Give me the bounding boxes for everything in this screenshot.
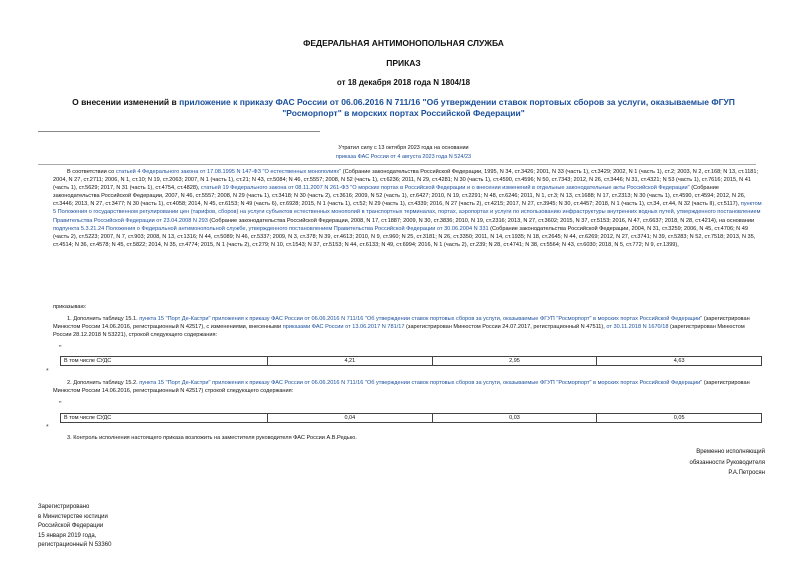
signature-block xyxy=(690,447,766,479)
quote-open-2: " xyxy=(59,401,62,408)
signature-name: Р.А.Петросян xyxy=(728,470,765,476)
document-title xyxy=(70,97,737,118)
title-prefix: О внесении изменений в xyxy=(72,97,180,107)
registration-line: регистрационный N 53360 xyxy=(38,542,112,548)
item2-table-link[interactable]: пункта 15 "Порт Де-Кастри" приложения к приказу ФАС России от 06.06.2016 N 711/16 "Об утверждении ставок портовых сборов за услуги, оказываемые ФГУП "Росморпорт" в морских портах Российской Федерации" xyxy=(139,380,703,386)
resolution-293-link[interactable]: пунктом 5 Положения о государственном регулировании цен (тарифов, сборов) на услуги субъектов естественных монополий в транспортных терминалах, портах, аэропортах и услуги по использованию инфраструктуры внутренних водных путей, утвержденного постановлением Правительства Российской Федерации от 23.04.2008 N 293 xyxy=(53,201,762,224)
regulation-331-link[interactable]: подпункта 5.3.21.24 Положения о Федеральной антимонопольной службе, утвержденного постановлением Правительства Российской Федерации от 30.06.2004 N 331 xyxy=(53,225,489,232)
document-date-number: от 18 декабря 2018 года N 1804/18 xyxy=(336,78,471,87)
registration-line: в Министерстве юстиции xyxy=(38,513,108,520)
separator-line xyxy=(38,131,320,132)
agency-name: ФЕДЕРАЛЬНАЯ АНТИМОНОПОЛЬНАЯ СЛУЖБА xyxy=(303,38,504,48)
value-cell: 2,95 xyxy=(432,357,597,366)
document-type: ПРИКАЗ xyxy=(386,58,421,68)
repeal-order-link[interactable]: приказа ФАС России от 4 августа 2023 года N 524/23 xyxy=(335,154,472,160)
row-label: В том числе СУДС xyxy=(61,414,268,423)
row-label: В том числе СУДС xyxy=(61,357,268,366)
status-link-line xyxy=(0,154,807,160)
value-cell: 0,04 xyxy=(268,414,433,423)
status-divider xyxy=(38,164,756,165)
table-row xyxy=(61,414,762,423)
order-1670-link[interactable]: от 30.11.2018 N 1670/18 xyxy=(606,324,669,331)
preamble-paragraph: В соответствии со статьей 4 Федерального закона от 17.08.1995 N 147-ФЗ "О естественных монополиях" (Собрание законодательства Российской Федерации, 1995, N 34, ст.3426; 2001, N 33 (часть 1), ст.3429; 2002, N 1 (часть 1), ст.2; 2003, N 2, ст.168; N 13, ст.1181; 2004, N 27, ст.2711; 2006, N 1, ст.10; N 19, ст.2063; 2007, N 1 (часть 1), ст.21; N 43, ст.5084; N 46, ст.5557; 2008, N 52 (часть 1), ст.6236; 2011, N 29, ст.4281; N 30 (часть 1), ст.4590, ст.4596; N 50, ст.7343; 2012, N 26, ст.3446; N 31, ст.4321; N 53 (часть 1), ст.7616; 2015, N 41 (часть 1), ст.5629; 2017, N 31 (часть 1), ст.4754, ст.4828), статьей 19 Федерального закона от 08.11.2007 N 261-ФЗ "О морских портах в Российской Федерации и о внесении изменений в отдельные законодательные акты Российской Федерации" (Собрание законодательства Российской Федерации, 2007, N 46, ст.5557; 2008, N 29 (часть 1), ст.3418; N 30 (часть 2), ст.3616; 2009, N 52 (часть 1), ст.6427; 2010, N 19, ст.2291; N 48, ст.6246; 2011, N 1, ст.3; N 13, ст.1688; N 17, ст.2313; N 30 (часть 1), ст.4590, ст.4594; 2012, N 26, ст.3446; 2013, N 27, ст.3477; N 30 (часть 1), ст.4058; 2014, N 45, ст.6153; N 49 (часть 6), ст.6928; 2015, N 1 (часть 1), ст.52; N 29 (часть 1), ст.4339; 2016, N 27 (часть 2), ст.4215; 2017, N 27, ст.3945; N 30, ст.4457; 2018, N 1 (часть 1), ст.34, ст.44, N 32 (часть II), ст.5117), пунктом 5 Положения о государственном регулировании цен (тарифов, сборов) на услуги субъектов естественных монополий в транспортных терминалах, портах, аэропортах и услуги по использованию инфраструктуры внутренних водных путей, утвержденного постановлением Правительства Российской Федерации от 23.04.2008 N 293 (Собрание законодательства Российской Федерации, 2008, N 17, ст.1887; 2009, N 30, ст.3836; 2010, N 19, ст.2316; 2013, N 27, ст.3602; 2015, N 37, ст.5153; 2016, N 47, ст.6637; 2018, N 28, ст.4214), на основании подпункта 5.3.21.24 Положения о Федеральной антимонопольной службе, утвержденного постановлением Правительства Российской Федерации от 30.06.2004 N 331 (Собрание законодательства Российской Федерации, 2004, N 31, ст.3259; 2006, N 45, ст.4706; N 49 (часть 2), ст.5223; 2007, N 7, ст.903; 2008, N 13, ст.1316; N 44, ст.5089; N 46, ст.5337; 2009, N 3, ст.378; N 39, ст.4613; 2010, N 9, ст.960; N 25, ст.3181; N 26, ст.3350; 2011, N 14, ст.1935; N 18, ст.2645; N 44, ст.6269; 2012, N 27, ст.3741; N 39, ст.5283; N 52, ст.7518; 2013, N 35, ст.4514; N 36, ст.4578; N 45, ст.5822; 2014, N 35, ст.4774; 2015, N 1 (часть 2), ст.279; N 10, ст.1543; N 37, ст.5153; N 44, ст.6133; N 49, ст.6994; 2016, N 1 (часть 2), ст.239; N 28, ст.4741; N 38, ст.5564; N 43, ст.6030; 2018, N 5, ст.772; N 9, ст.1399), xyxy=(53,169,762,248)
value-cell: 0,05 xyxy=(597,414,762,423)
footnote-star-2: * xyxy=(46,424,49,431)
value-cell: 4,21 xyxy=(268,357,433,366)
title-link[interactable]: приложение к приказу ФАС России от 06.06.2016 N 711/16 "Об утверждении ставок портовых сборов за услуги, оказываемые ФГУП "Росморпорт" в морских портах Российской Федерации" xyxy=(179,97,735,118)
item1-table xyxy=(60,356,762,366)
table-row xyxy=(61,357,762,366)
registration-line: Российской Федерации xyxy=(38,523,104,529)
registration-block xyxy=(38,503,111,551)
registration-line: 15 января 2019 года, xyxy=(38,532,97,539)
order-781-link[interactable]: приказами ФАС России от 13.06.2017 N 781/17 xyxy=(282,324,405,331)
status-line: Утратил силу с 13 октября 2023 года на основании xyxy=(338,145,469,151)
signature-line: обязанности Руководителя xyxy=(689,459,765,466)
item-3: 3. Контроль исполнения настоящего приказа возложить на заместителя руководителя ФАС России А.В.Редько. xyxy=(67,435,357,441)
registration-line: Зарегистрировано xyxy=(38,504,90,510)
value-cell: 0,03 xyxy=(432,414,597,423)
order-word: приказываю: xyxy=(53,304,87,310)
item-2: 2. Дополнить таблицу 15.2. пункта 15 "Порт Де-Кастри" приложения к приказу ФАС России от 06.06.2016 N 711/16 "Об утверждении ставок портовых сборов за услуги, оказываемые ФГУП "Росморпорт" в морских портах Российской Федерации" (зарегистрирован Минюстом России 14.06.2016, регистрационный N 42517) строкой следующего содержания: xyxy=(53,380,750,395)
item1-table-link[interactable]: пункта 15 "Порт Де-Кастри" приложения к приказу ФАС России от 06.06.2016 N 711/16 "Об утверждении ставок портовых сборов за услуги, оказываемые ФГУП "Росморпорт" в морских портах Российской Федерации" xyxy=(139,316,703,322)
quote-open-1: " xyxy=(59,345,62,352)
value-cell: 4,63 xyxy=(597,357,762,366)
item2-table xyxy=(60,413,762,423)
law-261-link[interactable]: статьей 19 Федерального закона от 08.11.2007 N 261-ФЗ "О морских портах в Российской Федерации и о внесении изменений в отдельные законодательные акты Российской Федерации" xyxy=(200,185,690,192)
law-147-link[interactable]: статьей 4 Федерального закона от 17.08.1995 N 147-ФЗ "О естественных монополиях" xyxy=(115,169,342,175)
footnote-star-1: * xyxy=(46,368,49,375)
item-1: 1. Дополнить таблицу 15.1. пункта 15 "Порт Де-Кастри" приложения к приказу ФАС России от 06.06.2016 N 711/16 "Об утверждении ставок портовых сборов за услуги, оказываемые ФГУП "Росморпорт" в морских портах Российской Федерации" (зарегистрирован Минюстом России 14.06.2016, регистрационный N 42517), с изменениями, внесенными приказами ФАС России от 13.06.2017 N 781/17 (зарегистрирован Минюстом России 24.07.2017, регистрационный N 47511), от 30.11.2018 N 1670/18 (зарегистрирован Минюстом России 28.12.2018 N 53221), строкой следующего содержания: xyxy=(53,316,750,339)
signature-line: Временно исполняющий xyxy=(696,449,765,455)
